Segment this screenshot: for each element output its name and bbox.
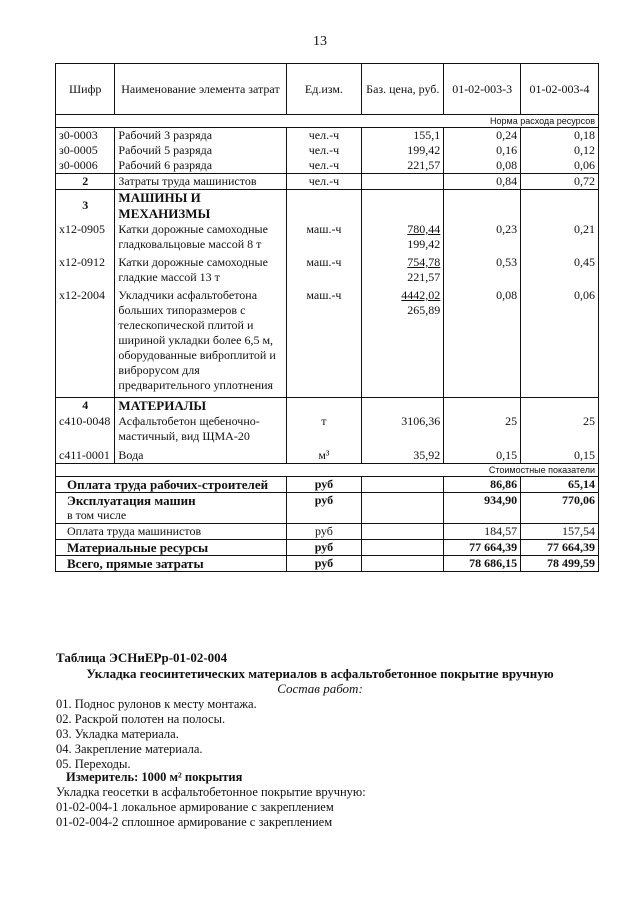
summary-norm4: 65,14: [521, 477, 599, 493]
row-name: Катки дорожные самоходные гладкие массой 13 т: [115, 255, 286, 288]
row-unit: м³: [286, 448, 362, 464]
summary-row: [56, 540, 599, 556]
row-price: 35,92: [362, 448, 444, 464]
row-unit: чел.-ч: [286, 128, 362, 144]
section-3-row: [56, 190, 599, 223]
row-price-machinist: 221,57: [407, 270, 441, 284]
row-norm3: 0,08: [444, 158, 521, 174]
summary-norm3: 78 686,15: [444, 556, 521, 572]
row-price: 754,78: [407, 255, 441, 269]
row-code: с411-0001: [56, 448, 115, 464]
norm-label: Норма расхода ресурсов: [56, 115, 599, 128]
table-name: Таблица ЭСНиЕРр-01-02-004: [56, 650, 228, 665]
table-row: [56, 288, 599, 398]
row-price: 3106,36: [362, 414, 444, 448]
table-title: Укладка геосинтетических материалов в асфальтобетонное покрытие вручную: [86, 666, 554, 681]
list-item: 01. Поднос рулонов к месту монтажа.: [56, 697, 257, 711]
row-code: з0-0003: [56, 128, 115, 144]
table-header-row: [56, 64, 599, 115]
row-norm4: 0,15: [521, 448, 599, 464]
summary-label: Эксплуатация машин: [56, 493, 287, 509]
list-item: 03. Укладка материала.: [56, 727, 179, 741]
row-name: Рабочий 5 разряда: [115, 143, 286, 158]
row-name: Укладчики асфальтобетона больших типоразмеров с телескопической плитой и шириной укладки более 6,5 м, оборудованные виброплитой и виброрусом для предварительного уплотнения: [115, 288, 286, 398]
row-norm3: 0,08: [444, 288, 521, 398]
section-number: 2: [56, 174, 115, 190]
description-line: 01-02-004-1 локальное армирование с закреплением: [56, 800, 334, 814]
row-norm3: 0,16: [444, 143, 521, 158]
summary-label: Оплата труда рабочих-строителей: [56, 477, 287, 493]
section-number: 3: [56, 190, 115, 223]
row-unit: чел.-ч: [286, 158, 362, 174]
row-code: з0-0005: [56, 143, 115, 158]
list-item: 04. Закрепление материала.: [56, 742, 203, 756]
table-row: [56, 143, 599, 158]
row-norm4: 0,18: [521, 128, 599, 144]
summary-unit: руб: [286, 556, 362, 572]
row-norm3: 0,24: [444, 128, 521, 144]
row-norm3: 0,23: [444, 222, 521, 255]
summary-norm4: 78 499,59: [521, 556, 599, 572]
row-price-machinist: 265,89: [407, 303, 441, 317]
row-unit: маш.-ч: [286, 255, 362, 288]
row-price: 155,1: [362, 128, 444, 144]
row-norm3: 0,15: [444, 448, 521, 464]
header-name: Наименование элемента затрат: [115, 64, 286, 115]
row-price: 780,44: [407, 222, 441, 236]
section-unit: чел.-ч: [286, 174, 362, 190]
resource-norms-table: [55, 63, 599, 572]
section-norm3: 0,84: [444, 174, 521, 190]
summary-label: в том числе: [56, 508, 287, 524]
summary-norm4: 770,06: [521, 493, 599, 509]
row-name: Катки дорожные самоходные гладковальцовые массой 8 т: [115, 222, 286, 255]
row-norm4: 0,06: [521, 158, 599, 174]
row-unit: т: [286, 414, 362, 448]
summary-unit: руб: [286, 477, 362, 493]
section-norm4: 0,72: [521, 174, 599, 190]
summary-label: Материальные ресурсы: [56, 540, 287, 556]
summary-norm4: 157,54: [521, 524, 599, 540]
table-row: [56, 414, 599, 448]
section-title: МАШИНЫ И МЕХАНИЗМЫ: [115, 190, 286, 223]
description-line: Укладка геосетки в асфальтобетонное покрытие вручную:: [56, 785, 366, 799]
row-name: Рабочий 6 разряда: [115, 158, 286, 174]
header-norm3: 01-02-003-3: [444, 64, 521, 115]
row-unit: маш.-ч: [286, 288, 362, 398]
row-code: х12-0905: [56, 222, 115, 255]
header-unit: Ед.изм.: [286, 64, 362, 115]
section-title: МАТЕРИАЛЫ: [115, 398, 286, 415]
row-norm3: 0,53: [444, 255, 521, 288]
description-line: 01-02-004-2 сплошное армирование с закреплением: [56, 815, 333, 829]
summary-unit: руб: [286, 540, 362, 556]
summary-norm3: 77 664,39: [444, 540, 521, 556]
summary-row: [56, 493, 599, 509]
row-norm4: 0,45: [521, 255, 599, 288]
table-row: [56, 448, 599, 464]
row-norm4: 0,06: [521, 288, 599, 398]
row-code: х12-0912: [56, 255, 115, 288]
description-block: [56, 785, 366, 830]
section-2-row: [56, 174, 599, 190]
table-row: [56, 128, 599, 144]
section-4-row: [56, 398, 599, 415]
summary-label: Всего, прямые затраты: [56, 556, 287, 572]
header-code: Шифр: [56, 64, 115, 115]
table-row: [56, 255, 599, 288]
summary-unit: руб: [286, 524, 362, 540]
row-code: х12-2004: [56, 288, 115, 398]
row-norm4: 0,12: [521, 143, 599, 158]
table-row: [56, 222, 599, 255]
composition-label: Состав работ:: [277, 681, 363, 696]
section-price: [362, 174, 444, 190]
row-name: Асфальтобетон щебеночно-мастичный, вид ЩМА-20: [115, 414, 286, 448]
summary-norm3: 934,90: [444, 493, 521, 509]
summary-unit: руб: [286, 493, 362, 509]
row-code: з0-0006: [56, 158, 115, 174]
row-norm4: 25: [521, 414, 599, 448]
page-number: 13: [313, 34, 327, 49]
summary-norm3: 184,57: [444, 524, 521, 540]
row-name: Вода: [115, 448, 286, 464]
cost-label-row: [56, 464, 599, 477]
norm-label-row: [56, 115, 599, 128]
meter-line: Измеритель: 1000 м² покрытия: [66, 770, 243, 784]
row-unit: маш.-ч: [286, 222, 362, 255]
cost-label: Стоимостные показатели: [56, 464, 599, 477]
list-item: 02. Раскрой полотен на полосы.: [56, 712, 226, 726]
row-norm4: 0,21: [521, 222, 599, 255]
table-row: [56, 158, 599, 174]
row-name: Рабочий 3 разряда: [115, 128, 286, 144]
works-list: [56, 697, 257, 772]
row-price: 221,57: [362, 158, 444, 174]
row-price: 4442,02: [401, 288, 441, 302]
summary-row: [56, 508, 599, 524]
list-item: 05. Переходы.: [56, 757, 131, 771]
summary-norm4: 77 664,39: [521, 540, 599, 556]
row-norm3: 25: [444, 414, 521, 448]
summary-row: [56, 477, 599, 493]
summary-row: [56, 556, 599, 572]
section-name: Затраты труда машинистов: [115, 174, 286, 190]
header-norm4: 01-02-003-4: [521, 64, 599, 115]
row-price-machinist: 199,42: [407, 237, 441, 251]
summary-label: Оплата труда машинистов: [56, 524, 287, 540]
header-price: Баз. цена, руб.: [362, 64, 444, 115]
row-code: с410-0048: [56, 414, 115, 448]
row-price: 199,42: [362, 143, 444, 158]
summary-norm3: 86,86: [444, 477, 521, 493]
row-unit: чел.-ч: [286, 143, 362, 158]
section-number: 4: [56, 398, 115, 415]
summary-row: [56, 524, 599, 540]
